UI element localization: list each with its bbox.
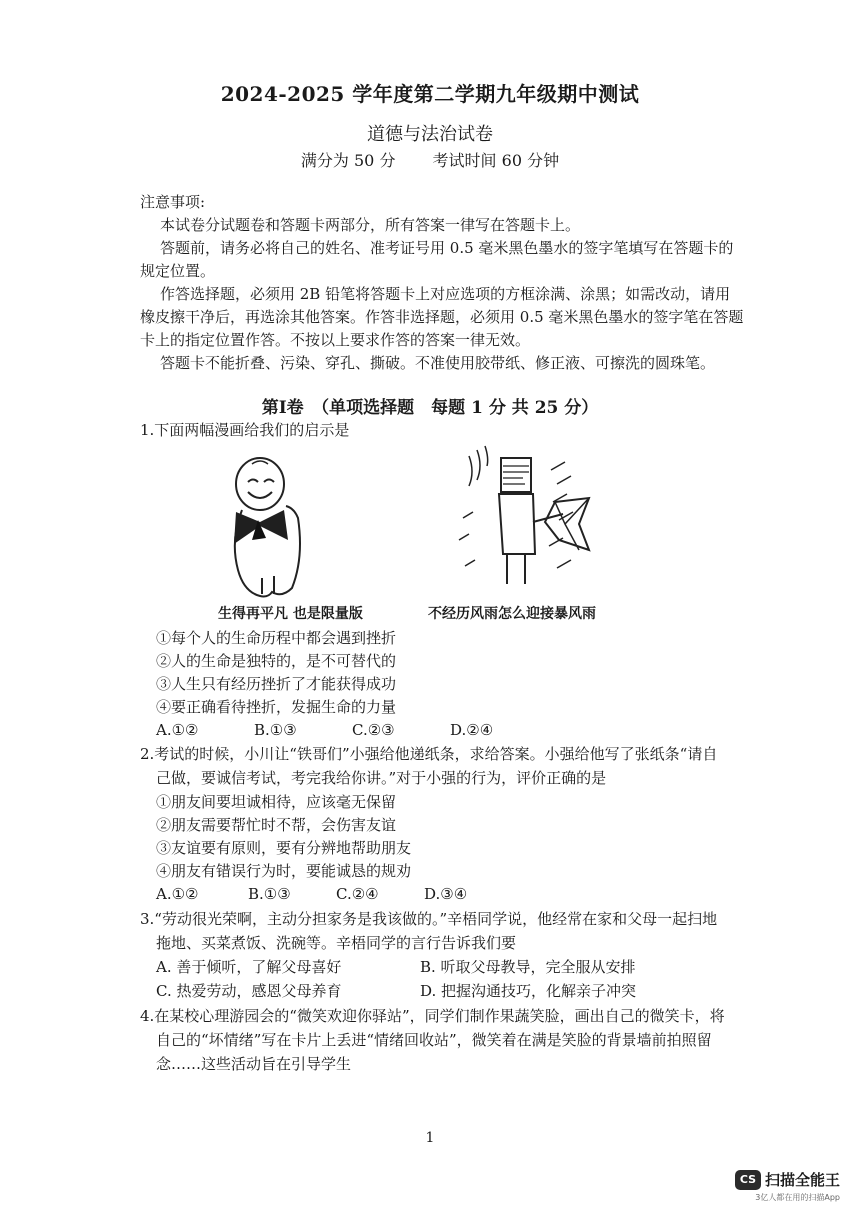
q3-line1: 3.“劳动很光荣啊，主动分担家务是我该做的。”辛梧同学说，他经常在家和父母一起扫地 <box>140 910 718 928</box>
notice-p3c: 卡上的指定位置作答。不按以上要求作答的答案一律无效。 <box>140 331 531 349</box>
q2-option-c: C.②④ <box>336 885 379 903</box>
scanner-app-watermark <box>735 1169 840 1203</box>
scanner-app-tagline: 3亿人都在用的扫描App <box>755 1193 840 1202</box>
q2-line2: 己做，要诚信考试，考完我给你讲。”对于小强的行为，评价正确的是 <box>156 769 607 787</box>
notice-heading: 注意事项: <box>140 193 206 211</box>
page-number: 1 <box>425 1130 435 1146</box>
q2-option-d: D.③④ <box>424 885 468 903</box>
cartoon-caption-left: 生得再平凡 也是限量版 <box>218 606 363 622</box>
q2-option-b: B.①③ <box>248 885 291 903</box>
q2-statement-2: ②朋友需要帮忙时不帮，会伤害友谊 <box>156 816 397 834</box>
q3-option-a: A. 善于倾听，了解父母喜好 <box>156 958 342 976</box>
q2-option-a: A.①② <box>156 885 199 903</box>
q1-statement-4: ④要正确看待挫折，发掘生命的力量 <box>156 698 397 716</box>
notice-p4: 答题卡不能折叠、污染、穿孔、撕破。不准使用胶带纸、修正液、可擦洗的圆珠笔。 <box>160 354 716 372</box>
scanner-logo-icon: CS <box>735 1170 761 1190</box>
q1-statement-2: ②人的生命是独特的，是不可替代的 <box>156 652 397 670</box>
q3-line2: 拖地、买菜煮饭、洗碗等。辛梧同学的言行告诉我们要 <box>156 934 517 952</box>
notice-p3b: 橡皮擦干净后，再选涂其他答案。作答非选择题，必须用 0.5 毫米黑色墨水的签字笔在答题 <box>140 308 744 326</box>
notice-p1: 本试卷分试题卷和答题卡两部分，所有答案一律写在答题卡上。 <box>160 216 581 234</box>
q2-options <box>156 882 467 906</box>
q1-option-c: C.②③ <box>352 721 395 739</box>
notice-p2b: 规定位置。 <box>140 262 216 280</box>
scanner-app-name: 扫描全能王 <box>764 1171 840 1189</box>
q1-statement-3: ③人生只有经历挫折了才能获得成功 <box>156 675 397 693</box>
notice-p2a: 答题前，请务必将自己的姓名、准考证号用 0.5 毫米黑色墨水的签字笔填写在答题卡的 <box>160 239 734 257</box>
q2-statement-4: ④朋友有错误行为时，要能诚恳的规劝 <box>156 862 412 880</box>
q3-option-d: D. 把握沟通技巧，化解亲子冲突 <box>420 982 637 1000</box>
section-1-title: 第Ⅰ卷 （单项选择题 每题 1 分 共 25 分） <box>261 398 599 418</box>
q4-line3: 念……这些活动旨在引导学生 <box>156 1055 352 1073</box>
q2-statement-1: ①朋友间要坦诚相待，应该毫无保留 <box>156 793 397 811</box>
q1-statement-1: ①每个人的生命历程中都会遇到挫折 <box>156 629 397 647</box>
cartoon-storm-figure-image <box>455 442 600 602</box>
cartoon-caption-right: 不经历风雨怎么迎接暴风雨 <box>428 606 596 622</box>
q3-option-b: B. 听取父母教导，完全服从安排 <box>420 958 636 976</box>
exam-info <box>0 148 860 171</box>
cartoon-smiling-figure-image <box>222 452 337 602</box>
exam-title: 2024-2025 学年度第二学期九年级期中测试 <box>220 82 640 106</box>
q1-option-a: A.①② <box>156 721 199 739</box>
notice-p3a: 作答选择题，必须用 2B 铅笔将答题卡上对应选项的方框涂满、涂黑；如需改动，请用 <box>160 285 731 303</box>
q3-option-c: C. 热爱劳动，感恩父母养育 <box>156 982 342 1000</box>
exam-time: 考试时间 60 分钟 <box>432 151 560 170</box>
q2-statement-3: ③友谊要有原则，要有分辨地帮助朋友 <box>156 839 412 857</box>
q4-line2: 自己的“坏情绪”写在卡片上丢进“情绪回收站”，微笑着在满是笑脸的背景墙前拍照留 <box>156 1031 712 1049</box>
full-score: 满分为 50 分 <box>300 151 396 170</box>
q2-line1: 2.考试的时候，小川让“铁哥们”小强给他递纸条，求给答案。小强给他写了张纸条“请自 <box>140 745 718 763</box>
q4-line1: 4.在某校心理游园会的“微笑欢迎你驿站”，同学们制作果蔬笑脸，画出自己的微笑卡，将 <box>140 1007 725 1025</box>
q1-option-b: B.①③ <box>254 721 297 739</box>
subject-title: 道德与法治试卷 <box>367 124 493 145</box>
q1-option-d: D.②④ <box>450 721 494 739</box>
q1-stem: 1.下面两幅漫画给我们的启示是 <box>140 421 350 439</box>
q1-options <box>156 718 493 742</box>
